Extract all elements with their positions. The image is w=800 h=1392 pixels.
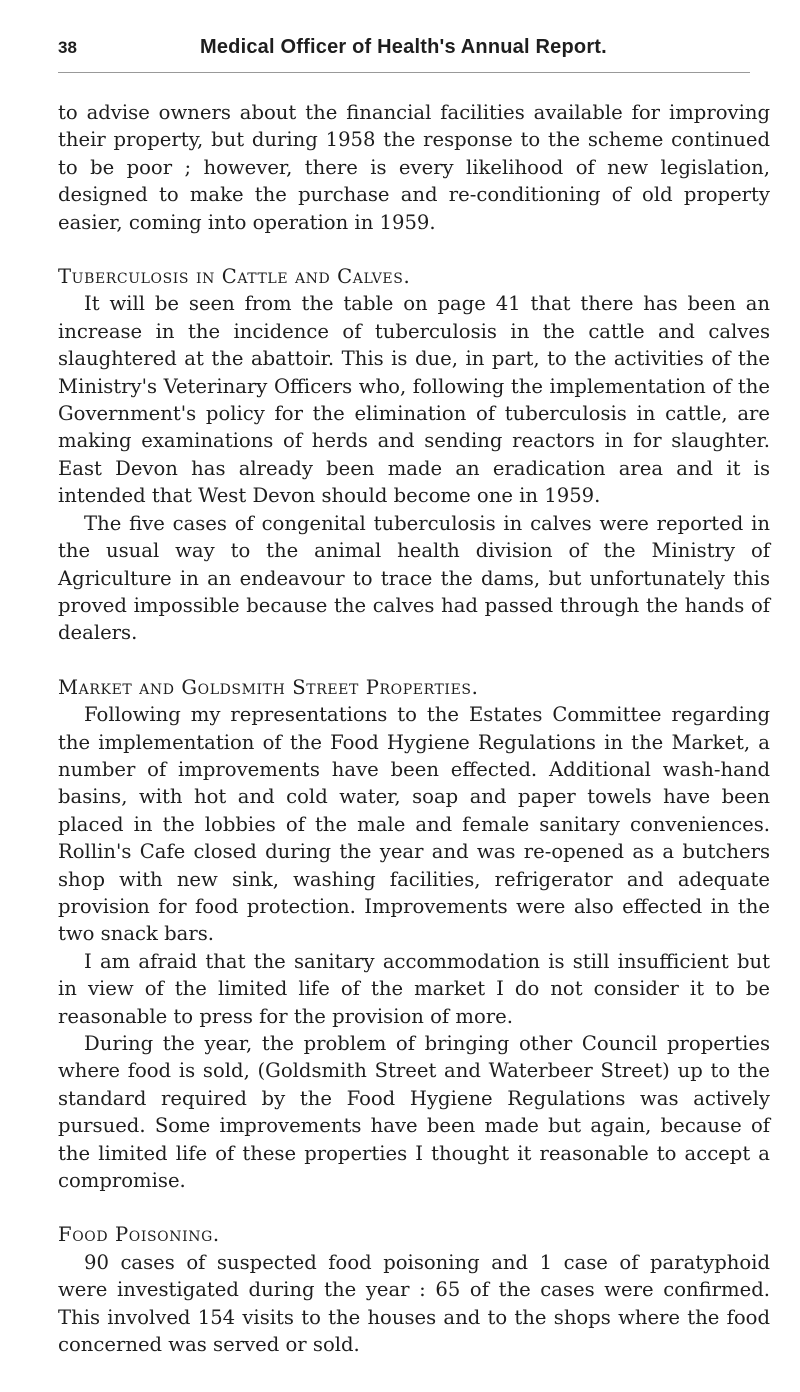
- section-heading-food-poisoning: Food Poisoning.: [58, 1223, 220, 1247]
- report-page: [58, 36, 770, 1358]
- paragraph: During the year, the problem of bringing other Council properties where food is sold, (Goldsmith Street and Waterbeer Street) up to the standard required by the Food Hygiene Regulations was actively pursued. Some improvements have been made but again, because of the limited life of these properties I thought it reasonable to accept a compromise.: [58, 1032, 770, 1193]
- paragraph: 90 cases of suspected food poisoning and 1 case of paratyphoid were investigated during the year : 65 of the cases were confirmed. This involved 154 visits to the houses and to the shops where the food concerned was served or sold.: [58, 1250, 770, 1357]
- header-rule: [58, 72, 750, 73]
- paragraph: The five cases of congenital tuberculosis in calves were reported in the usual way to the animal health division of the Ministry of Agriculture in an endeavour to trace the dams, but unfortunately this proved impossible because the calves had passed through the hands of dealers.: [58, 511, 770, 645]
- intro-paragraph: to advise owners about the financial facilities available for improving their property, but during 1958 the response to the scheme continued to be poor ; however, there is every likelihood of new legislation, designed to make the purchase and re-conditioning of old property easier, coming into operation in 1959.: [58, 101, 770, 234]
- paragraph: Following my representations to the Estates Committee regarding the implementation of the Food Hygiene Regulations in the Market, a number of improvements have been effected. Additional wash-hand basins, with hot and cold water, soap and paper towels have been placed in the lobbies of the male and female sanitary conveniences. Rollin's Cafe closed during the year and was re-opened as a butchers shop with new sink, washing facilities, refrigerator and adequate provision for food protection. Improvements were also effected in the two snack bars.: [58, 703, 770, 946]
- running-title: Medical Officer of Health's Annual Report.: [200, 36, 607, 58]
- page-number: 38: [58, 38, 77, 57]
- section-heading-market: Market and Goldsmith Street Properties.: [58, 675, 479, 699]
- page-header: [58, 36, 770, 66]
- paragraph: I am afraid that the sanitary accommodation is still insufficient but in view of the limited life of the market I do not consider it to be reasonable to press for the provision of more.: [58, 949, 770, 1028]
- section-heading-tuberculosis: Tuberculosis in Cattle and Calves.: [58, 265, 411, 289]
- paragraph: It will be seen from the table on page 41 that there has been an increase in the incidence of tuberculosis in the cattle and calves slaughtered at the abattoir. This is due, in part, to the activities of the Ministry's Veterinary Officers who, following the implementation of the Government's policy for the elimination of tuberculosis in cattle, are making examinations of herds and sending reactors in for slaughter. East Devon has already been made an eradication area and it is intended that West Devon should become one in 1959.: [58, 292, 770, 508]
